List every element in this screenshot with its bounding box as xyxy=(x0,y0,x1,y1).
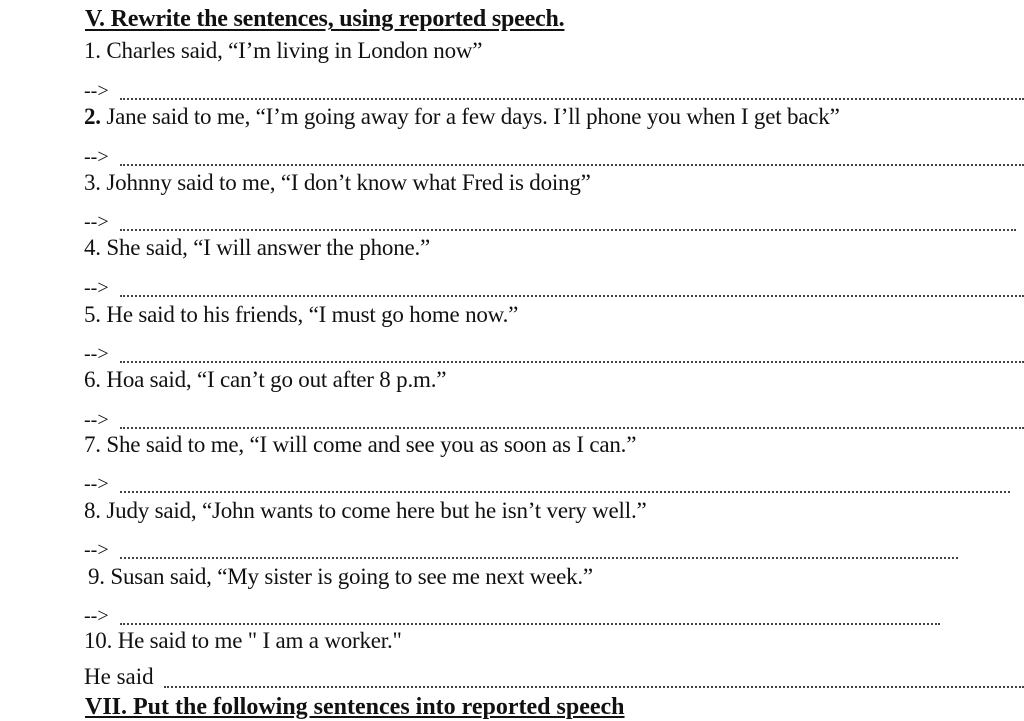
next-section-title: VII. Put the following sentences into reported speech xyxy=(85,694,625,720)
answer-dotted-line xyxy=(120,229,1016,231)
arrow-label: --> xyxy=(84,277,109,299)
answer-dotted-line xyxy=(164,686,1024,688)
question-5 xyxy=(84,302,518,328)
question-text: Johnny said to me, “I don’t know what Fred is doing” xyxy=(100,170,591,195)
question-number: 10. xyxy=(84,628,113,653)
arrow-label: --> xyxy=(84,80,109,102)
arrow-label: --> xyxy=(84,146,109,168)
question-text: Charles said, “I’m living in London now” xyxy=(100,38,483,63)
arrow-label: --> xyxy=(84,605,109,627)
question-8 xyxy=(84,498,647,524)
question-number: 6. xyxy=(84,367,101,392)
answer-dotted-line xyxy=(120,164,1024,166)
question-text: She said, “I will answer the phone.” xyxy=(100,235,431,260)
answer-dotted-line xyxy=(120,361,1024,363)
arrow-label: --> xyxy=(84,211,109,233)
question-text: Susan said, “My sister is going to see me next week.” xyxy=(104,564,593,589)
answer-dotted-line xyxy=(120,295,1024,297)
arrow-label: --> xyxy=(84,539,109,561)
question-4 xyxy=(84,235,430,261)
question-10 xyxy=(84,628,402,654)
question-text: Hoa said, “I can’t go out after 8 p.m.” xyxy=(100,367,447,392)
question-number: 8. xyxy=(84,498,101,523)
question-text: She said to me, “I will come and see you as soon as I can.” xyxy=(100,432,637,457)
question-number: 2. xyxy=(84,104,101,129)
question-7 xyxy=(84,432,636,458)
question-text: Judy said, “John wants to come here but he isn’t very well.” xyxy=(100,498,647,523)
answer-dotted-line xyxy=(120,98,1024,100)
section-title: V. Rewrite the sentences, using reported speech. xyxy=(85,6,565,32)
question-3 xyxy=(84,170,591,196)
question-text: He said to his friends, “I must go home now.” xyxy=(100,302,519,327)
answer-dotted-line xyxy=(120,427,1024,429)
question-number: 4. xyxy=(84,235,101,260)
question-text: He said to me " I am a worker." xyxy=(112,628,402,653)
question-number: 3. xyxy=(84,170,101,195)
question-9 xyxy=(88,564,593,590)
question-6 xyxy=(84,367,446,393)
question-2 xyxy=(84,104,840,130)
answer-dotted-line xyxy=(120,557,958,559)
question-number: 7. xyxy=(84,432,101,457)
question-text: Jane said to me, “I’m going away for a few days. I’ll phone you when I get back” xyxy=(100,104,840,129)
question-1 xyxy=(84,38,482,64)
answer-dotted-line xyxy=(120,491,1010,493)
arrow-label: --> xyxy=(84,473,109,495)
answer-dotted-line xyxy=(120,623,940,625)
arrow-label: --> xyxy=(84,409,109,431)
answer-prefix: He said xyxy=(84,664,154,689)
arrow-label: --> xyxy=(84,343,109,365)
question-number: 5. xyxy=(84,302,101,327)
question-number: 1. xyxy=(84,38,101,63)
question-number: 9. xyxy=(88,564,105,589)
